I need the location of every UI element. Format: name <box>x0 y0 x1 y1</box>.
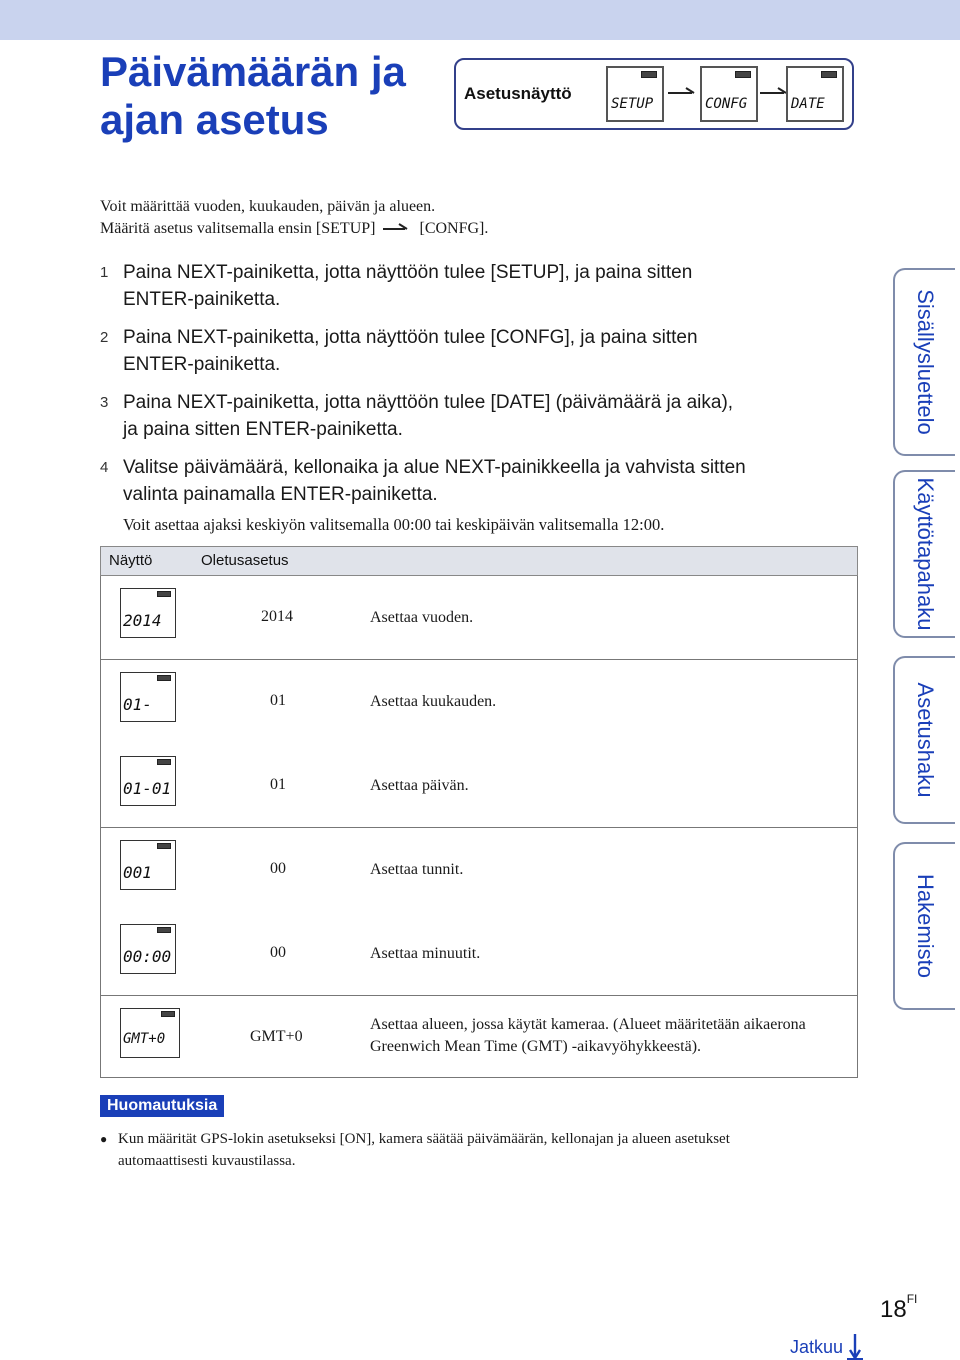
lcd-month: 01- <box>120 672 176 722</box>
intro-text: Voit määrittää vuoden, kuukauden, päivän ja alueen. Määritä asetus valitsemalla ensin [SETUP] [CONFG]. <box>100 198 489 237</box>
side-tab-usage-search[interactable]: Käyttötapahaku <box>893 470 955 638</box>
lcd-hours: 001 <box>120 840 176 890</box>
page-title: Päivämäärän ja ajan asetus <box>100 48 406 143</box>
battery-icon <box>735 71 751 78</box>
lcd-date-screen: DATE <box>786 66 844 122</box>
arrow-right-icon <box>383 223 411 235</box>
battery-icon <box>157 675 171 681</box>
lcd-setup-screen: SETUP <box>606 66 664 122</box>
lcd-day: 01-01 <box>120 756 176 806</box>
battery-icon <box>821 71 837 78</box>
top-banner <box>0 0 960 40</box>
lcd-confg-screen: CONFG <box>700 66 758 122</box>
page-number: $18^{FI}$ <box>880 1292 918 1323</box>
continue-link[interactable]: Jatkuu <box>790 1334 863 1360</box>
battery-icon <box>157 843 171 849</box>
table-header <box>100 546 858 576</box>
header-default: Oletusasetus <box>201 552 289 569</box>
battery-icon <box>157 927 171 933</box>
battery-icon <box>157 591 171 597</box>
step-4-note: Voit asettaa ajaksi keskiyön valitsemalla 00:00 tai keskipäivän valitsemalla 12:00. <box>123 515 665 534</box>
setup-screen-box <box>454 58 854 130</box>
notes-heading: Huomautuksia <box>100 1095 224 1117</box>
row-divider <box>100 827 858 828</box>
side-tab-settings-search[interactable]: Asetushaku <box>893 656 955 824</box>
arrow-down-icon <box>847 1334 863 1360</box>
bullet-icon: ● <box>100 1132 108 1146</box>
side-tab-contents[interactable]: Sisällysluettelo <box>893 268 955 456</box>
arrow-right-icon <box>668 86 698 100</box>
battery-icon <box>157 759 171 765</box>
side-tab-index[interactable]: Hakemisto <box>893 842 955 1010</box>
lcd-year: 2014 <box>120 588 176 638</box>
lcd-region: GMT+0 <box>120 1008 180 1058</box>
lcd-minutes: 00:00 <box>120 924 176 974</box>
setup-screen-label: Asetusnäyttö <box>464 84 572 103</box>
header-display: Näyttö <box>109 552 153 569</box>
settings-table <box>100 546 858 1078</box>
row-divider <box>100 659 858 660</box>
battery-icon <box>161 1011 175 1017</box>
row-divider <box>100 995 858 996</box>
battery-icon <box>641 71 657 78</box>
